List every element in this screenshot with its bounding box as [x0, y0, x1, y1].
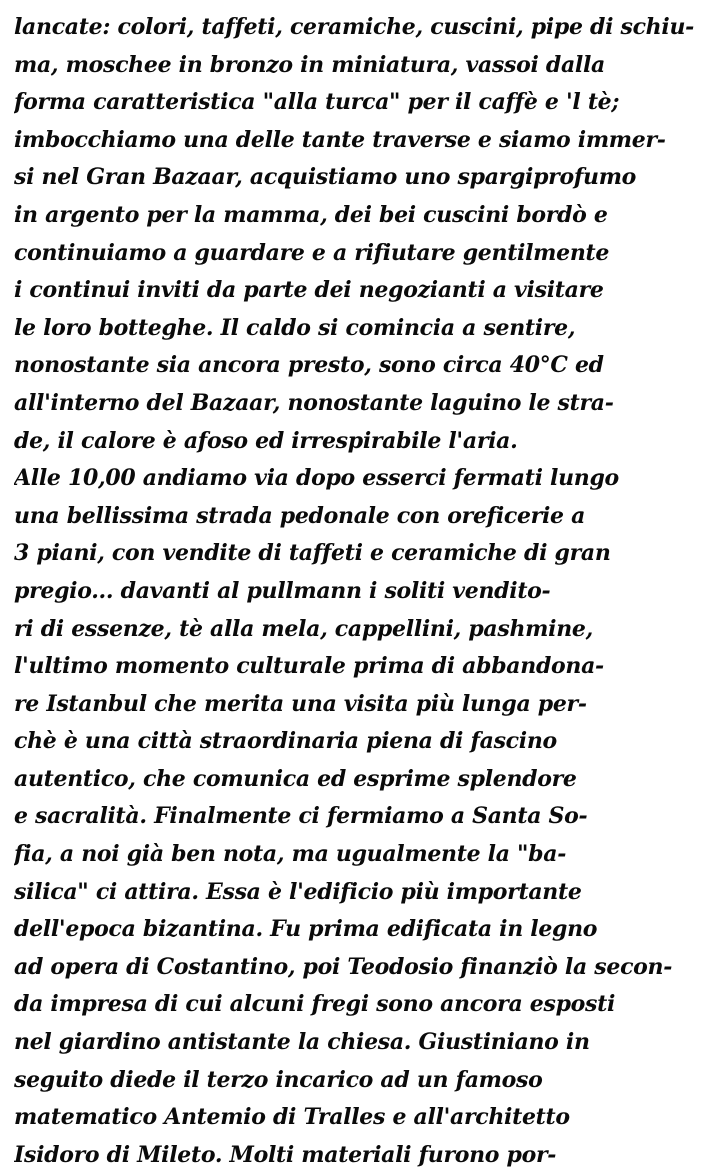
text-line: chè è una città straordinaria piena di fascino — [14, 728, 557, 755]
text-line: silica" ci attira. Essa è l'edificio più importante — [14, 878, 582, 905]
text-line: dell'epoca bizantina. Fu prima edificata in legno — [14, 916, 598, 943]
text-line: autentico, che comunica ed esprime splendore — [14, 765, 577, 792]
text-line: i continui inviti da parte dei negozianti a visitare — [14, 277, 604, 304]
text-line: 3 piani, con vendite di taffeti e ceramiche di gran — [14, 540, 611, 567]
handwritten-text — [14, 9, 704, 1174]
text-line: re Istanbul che merita una visita più lunga per- — [14, 690, 587, 717]
text-line: da impresa di cui alcuni fregi sono ancora esposti — [14, 991, 616, 1018]
text-line: ma, moschee in bronzo in miniatura, vassoi dalla — [14, 51, 605, 78]
text-line: l'ultimo momento culturale prima di abbandona- — [14, 653, 604, 680]
text-line: forma caratteristica "alla turca" per il caffè e 'l tè; — [14, 89, 620, 116]
text-line: pregio... davanti al pullmann i soliti vendito- — [14, 577, 551, 604]
text-line: matematico Antemio di Tralles e all'architetto — [14, 1104, 570, 1131]
text-line: nonostante sia ancora presto, sono circa 40°C ed — [14, 352, 604, 379]
text-line: Isidoro di Mileto. Molti materiali furono por- — [14, 1141, 557, 1168]
text-line: ri di essenze, tè alla mela, cappellini, pashmine, — [14, 615, 593, 642]
text-line: in argento per la mamma, dei bei cuscini bordò e — [14, 201, 608, 228]
text-line: nel giardino antistante la chiesa. Giustiniano in — [14, 1029, 590, 1056]
text-line: lancate: colori, taffeti, ceramiche, cuscini, pipe di schiu- — [14, 14, 694, 40]
text-line: e sacralità. Finalmente ci fermiamo a Santa So- — [14, 803, 588, 830]
text-line: una bellissima strada pedonale con oreficerie a — [14, 502, 586, 529]
text-line: imbocchiamo una delle tante traverse e siamo immer- — [14, 126, 666, 153]
text-line: continuiamo a guardare e a rifiutare gentilmente — [14, 239, 610, 266]
text-line: ad opera di Costantino, poi Teodosio finanziò la secon- — [14, 953, 673, 980]
text-line: fia, a noi già ben nota, ma ugualmente la "ba- — [14, 841, 567, 868]
text-line: seguito diede il terzo incarico ad un famoso — [14, 1066, 543, 1093]
text-line: le loro botteghe. Il caldo si comincia a sentire, — [14, 314, 576, 341]
text-line: all'interno del Bazaar, nonostante laguino le stra- — [14, 389, 614, 416]
text-line: de, il calore è afoso ed irrespirabile l'aria. — [14, 427, 518, 454]
text-line: Alle 10,00 andiamo via dopo esserci fermati lungo — [14, 465, 619, 492]
text-line: si nel Gran Bazaar, acquistiamo uno spargiprofumo — [14, 164, 637, 191]
